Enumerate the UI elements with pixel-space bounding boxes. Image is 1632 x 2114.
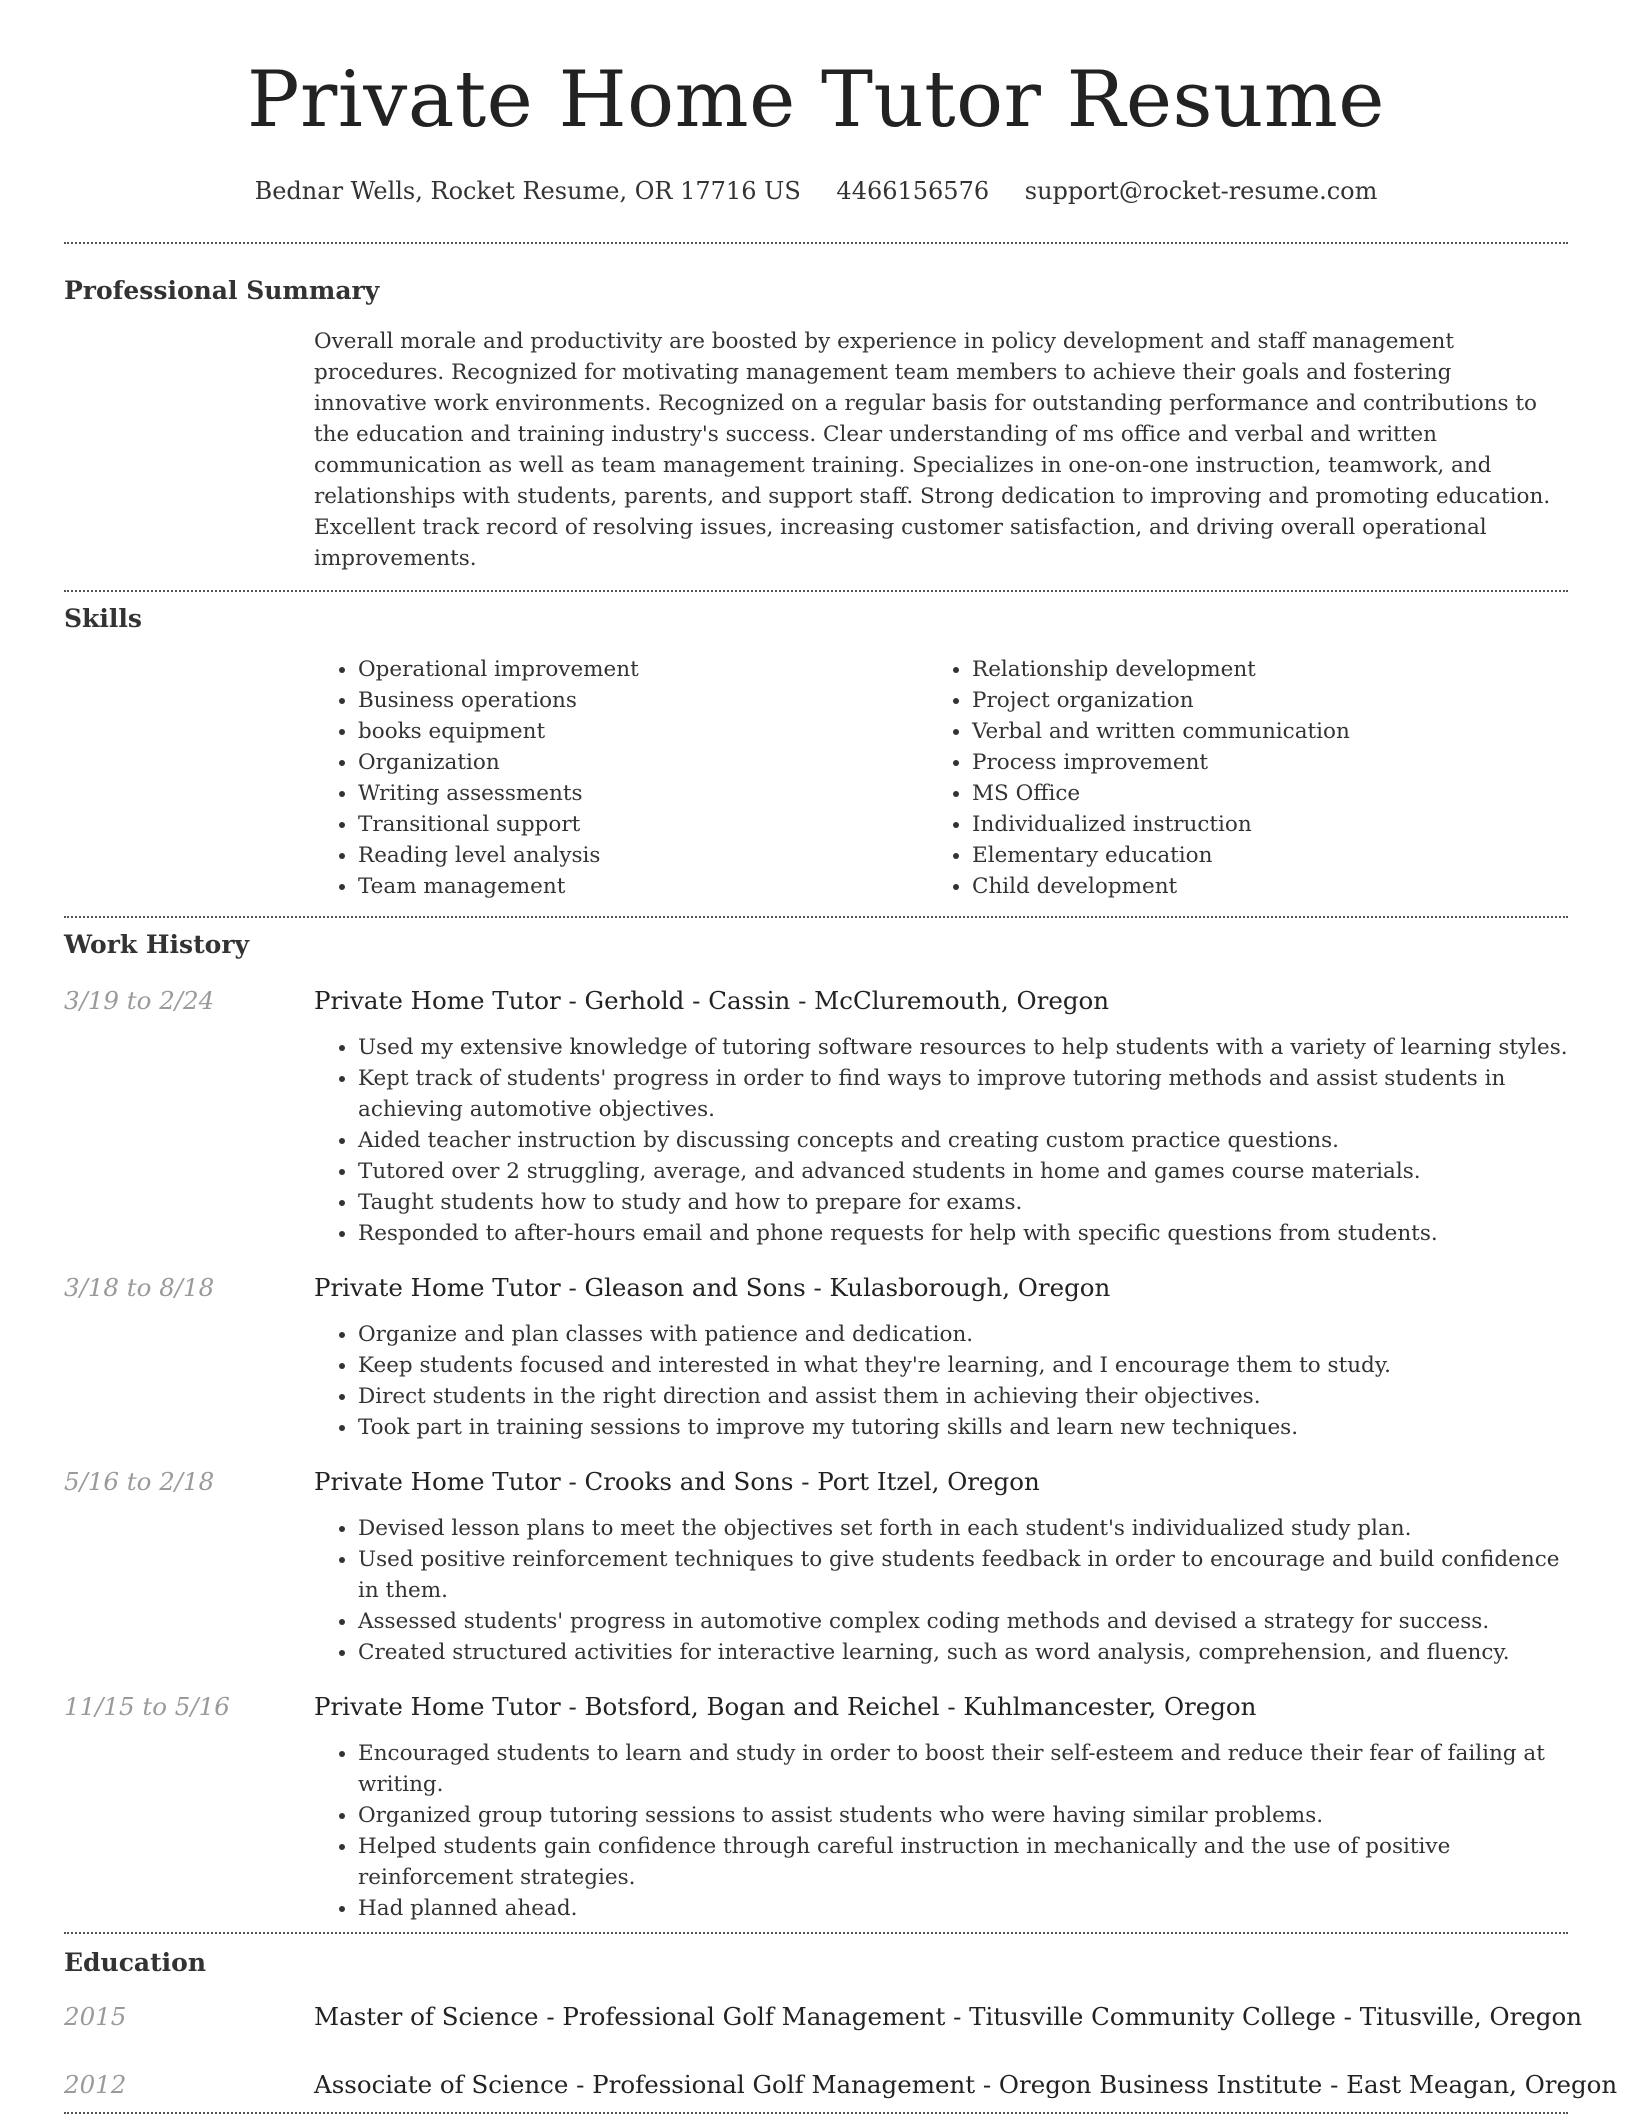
contact-email: support@rocket-resume.com: [1024, 177, 1378, 205]
job-entry: [64, 984, 1568, 1249]
education-entry: [64, 2068, 1618, 2102]
skills-list-right: [928, 654, 1350, 902]
job-bullets: [314, 1513, 1568, 1668]
skill-item: • Organization: [358, 747, 928, 778]
skill-item: • Elementary education: [972, 840, 1350, 871]
education-list: [64, 2000, 1618, 2102]
skill-item: • Individualized instruction: [972, 809, 1350, 840]
job-title: Private Home Tutor - Crooks and Sons - Port Itzel, Oregon: [314, 1467, 1040, 1496]
skills-section: [64, 592, 1568, 902]
job-bullet: • Created structured activities for interactive learning, such as word analysis, comprehension, and fluency.: [358, 1637, 1568, 1668]
job-bullet: • Tutored over 2 struggling, average, and advanced students in home and games course materials.: [358, 1156, 1568, 1187]
skill-item: • Reading level analysis: [358, 840, 928, 871]
job-title: Private Home Tutor - Gleason and Sons - Kulasborough, Oregon: [314, 1273, 1111, 1302]
skills-list-left: [314, 654, 928, 902]
job-entry: [64, 1465, 1568, 1668]
skill-item: • Process improvement: [972, 747, 1350, 778]
job-bullet: • Keep students focused and interested in what they're learning, and I encourage them to study.: [358, 1350, 1568, 1381]
job-bullet: • Aided teacher instruction by discussing concepts and creating custom practice questions.: [358, 1125, 1568, 1156]
job-title: Private Home Tutor - Botsford, Bogan and Reichel - Kuhlmancester, Oregon: [314, 1692, 1257, 1721]
job-bullets: [314, 1738, 1568, 1924]
contact-phone: 4466156576: [836, 177, 990, 205]
summary-heading: Professional Summary: [64, 276, 380, 305]
job-bullet: • Devised lesson plans to meet the objectives set forth in each student's individualized study plan.: [358, 1513, 1568, 1544]
job-bullet: • Helped students gain confidence through careful instruction in mechanically and the use of positive reinforcement strategies.: [358, 1831, 1568, 1893]
skill-item: • Transitional support: [358, 809, 928, 840]
job-dates: 3/19 to 2/24: [64, 986, 215, 1015]
job-entry: [64, 1690, 1568, 1924]
job-entry: [64, 1271, 1568, 1443]
job-bullet: • Organized group tutoring sessions to assist students who were having similar problems.: [358, 1800, 1568, 1831]
resume-title: Private Home Tutor Resume: [247, 55, 1385, 145]
skill-item: • Child development: [972, 871, 1350, 902]
job-bullet: • Took part in training sessions to improve my tutoring skills and learn new techniques.: [358, 1412, 1568, 1443]
job-bullet: • Used positive reinforcement techniques to give students feedback in order to encourage and build confidence in them.: [358, 1544, 1568, 1606]
job-bullet: • Taught students how to study and how to prepare for exams.: [358, 1187, 1568, 1218]
skill-item: • books equipment: [358, 716, 928, 747]
education-degree: Master of Science - Professional Golf Management - Titusville Community College - Titusville, Oregon: [314, 2002, 1582, 2031]
skill-item: • Team management: [358, 871, 928, 902]
job-bullets: [314, 1319, 1568, 1443]
job-bullets: [314, 1032, 1568, 1249]
education-degree: Associate of Science - Professional Golf Management - Oregon Business Institute - East Meagan, Oregon: [314, 2070, 1618, 2099]
work-history-heading: Work History: [64, 930, 250, 959]
skill-item: • Writing assessments: [358, 778, 928, 809]
skill-item: • Verbal and written communication: [972, 716, 1350, 747]
skills-heading: Skills: [64, 604, 142, 633]
job-bullet: • Used my extensive knowledge of tutoring software resources to help students with a variety of learning styles.: [358, 1032, 1568, 1063]
skill-item: • Business operations: [358, 685, 928, 716]
job-title: Private Home Tutor - Gerhold - Cassin - McCluremouth, Oregon: [314, 986, 1110, 1015]
skill-item: • Operational improvement: [358, 654, 928, 685]
job-dates: 11/15 to 5/16: [64, 1692, 230, 1721]
job-bullet: • Kept track of students' progress in order to find ways to improve tutoring methods and assist students in achieving automotive objectives.: [358, 1063, 1568, 1125]
job-bullet: • Direct students in the right direction and assist them in achieving their objectives.: [358, 1381, 1568, 1412]
job-dates: 5/16 to 2/18: [64, 1467, 215, 1496]
education-heading: Education: [64, 1948, 207, 1977]
education-section: [64, 1934, 1618, 2102]
job-bullet: • Had planned ahead.: [358, 1893, 1568, 1924]
job-bullet: • Assessed students' progress in automotive complex coding methods and devised a strategy for success.: [358, 1606, 1568, 1637]
contact-address: Bednar Wells, Rocket Resume, OR 17716 US: [254, 177, 801, 205]
jobs-list: [64, 984, 1568, 1924]
job-bullet: • Responded to after-hours email and phone requests for help with specific questions from students.: [358, 1218, 1568, 1249]
education-year: 2015: [64, 2002, 127, 2031]
summary-text: Overall morale and productivity are boosted by experience in policy development and staff management procedures. Recognized for motivating management team members to achieve their goals and fostering innovative work environments. Recognized on a regular basis for outstanding performance and contributions to the education and training industry's success. Clear understanding of ms office and verbal and written communication as well as team management training. Specializes in one-on-one instruction, teamwork, and relationships with students, parents, and support staff. Strong dedication to improving and promoting education. Excellent track record of resolving issues, increasing customer satisfaction, and driving overall operational improvements.: [314, 329, 1551, 571]
skill-item: • Project organization: [972, 685, 1350, 716]
skill-item: • Relationship development: [972, 654, 1350, 685]
work-history-section: [64, 918, 1568, 1924]
summary-section: [64, 244, 1568, 574]
job-bullet: • Organize and plan classes with patience and dedication.: [358, 1319, 1568, 1350]
job-bullet: • Encouraged students to learn and study in order to boost their self-esteem and reduce their fear of failing at writing.: [358, 1738, 1568, 1800]
contact-line: [64, 174, 1568, 208]
education-entry: [64, 2000, 1582, 2034]
skill-item: • MS Office: [972, 778, 1350, 809]
job-dates: 3/18 to 8/18: [64, 1273, 215, 1302]
education-year: 2012: [64, 2070, 127, 2099]
